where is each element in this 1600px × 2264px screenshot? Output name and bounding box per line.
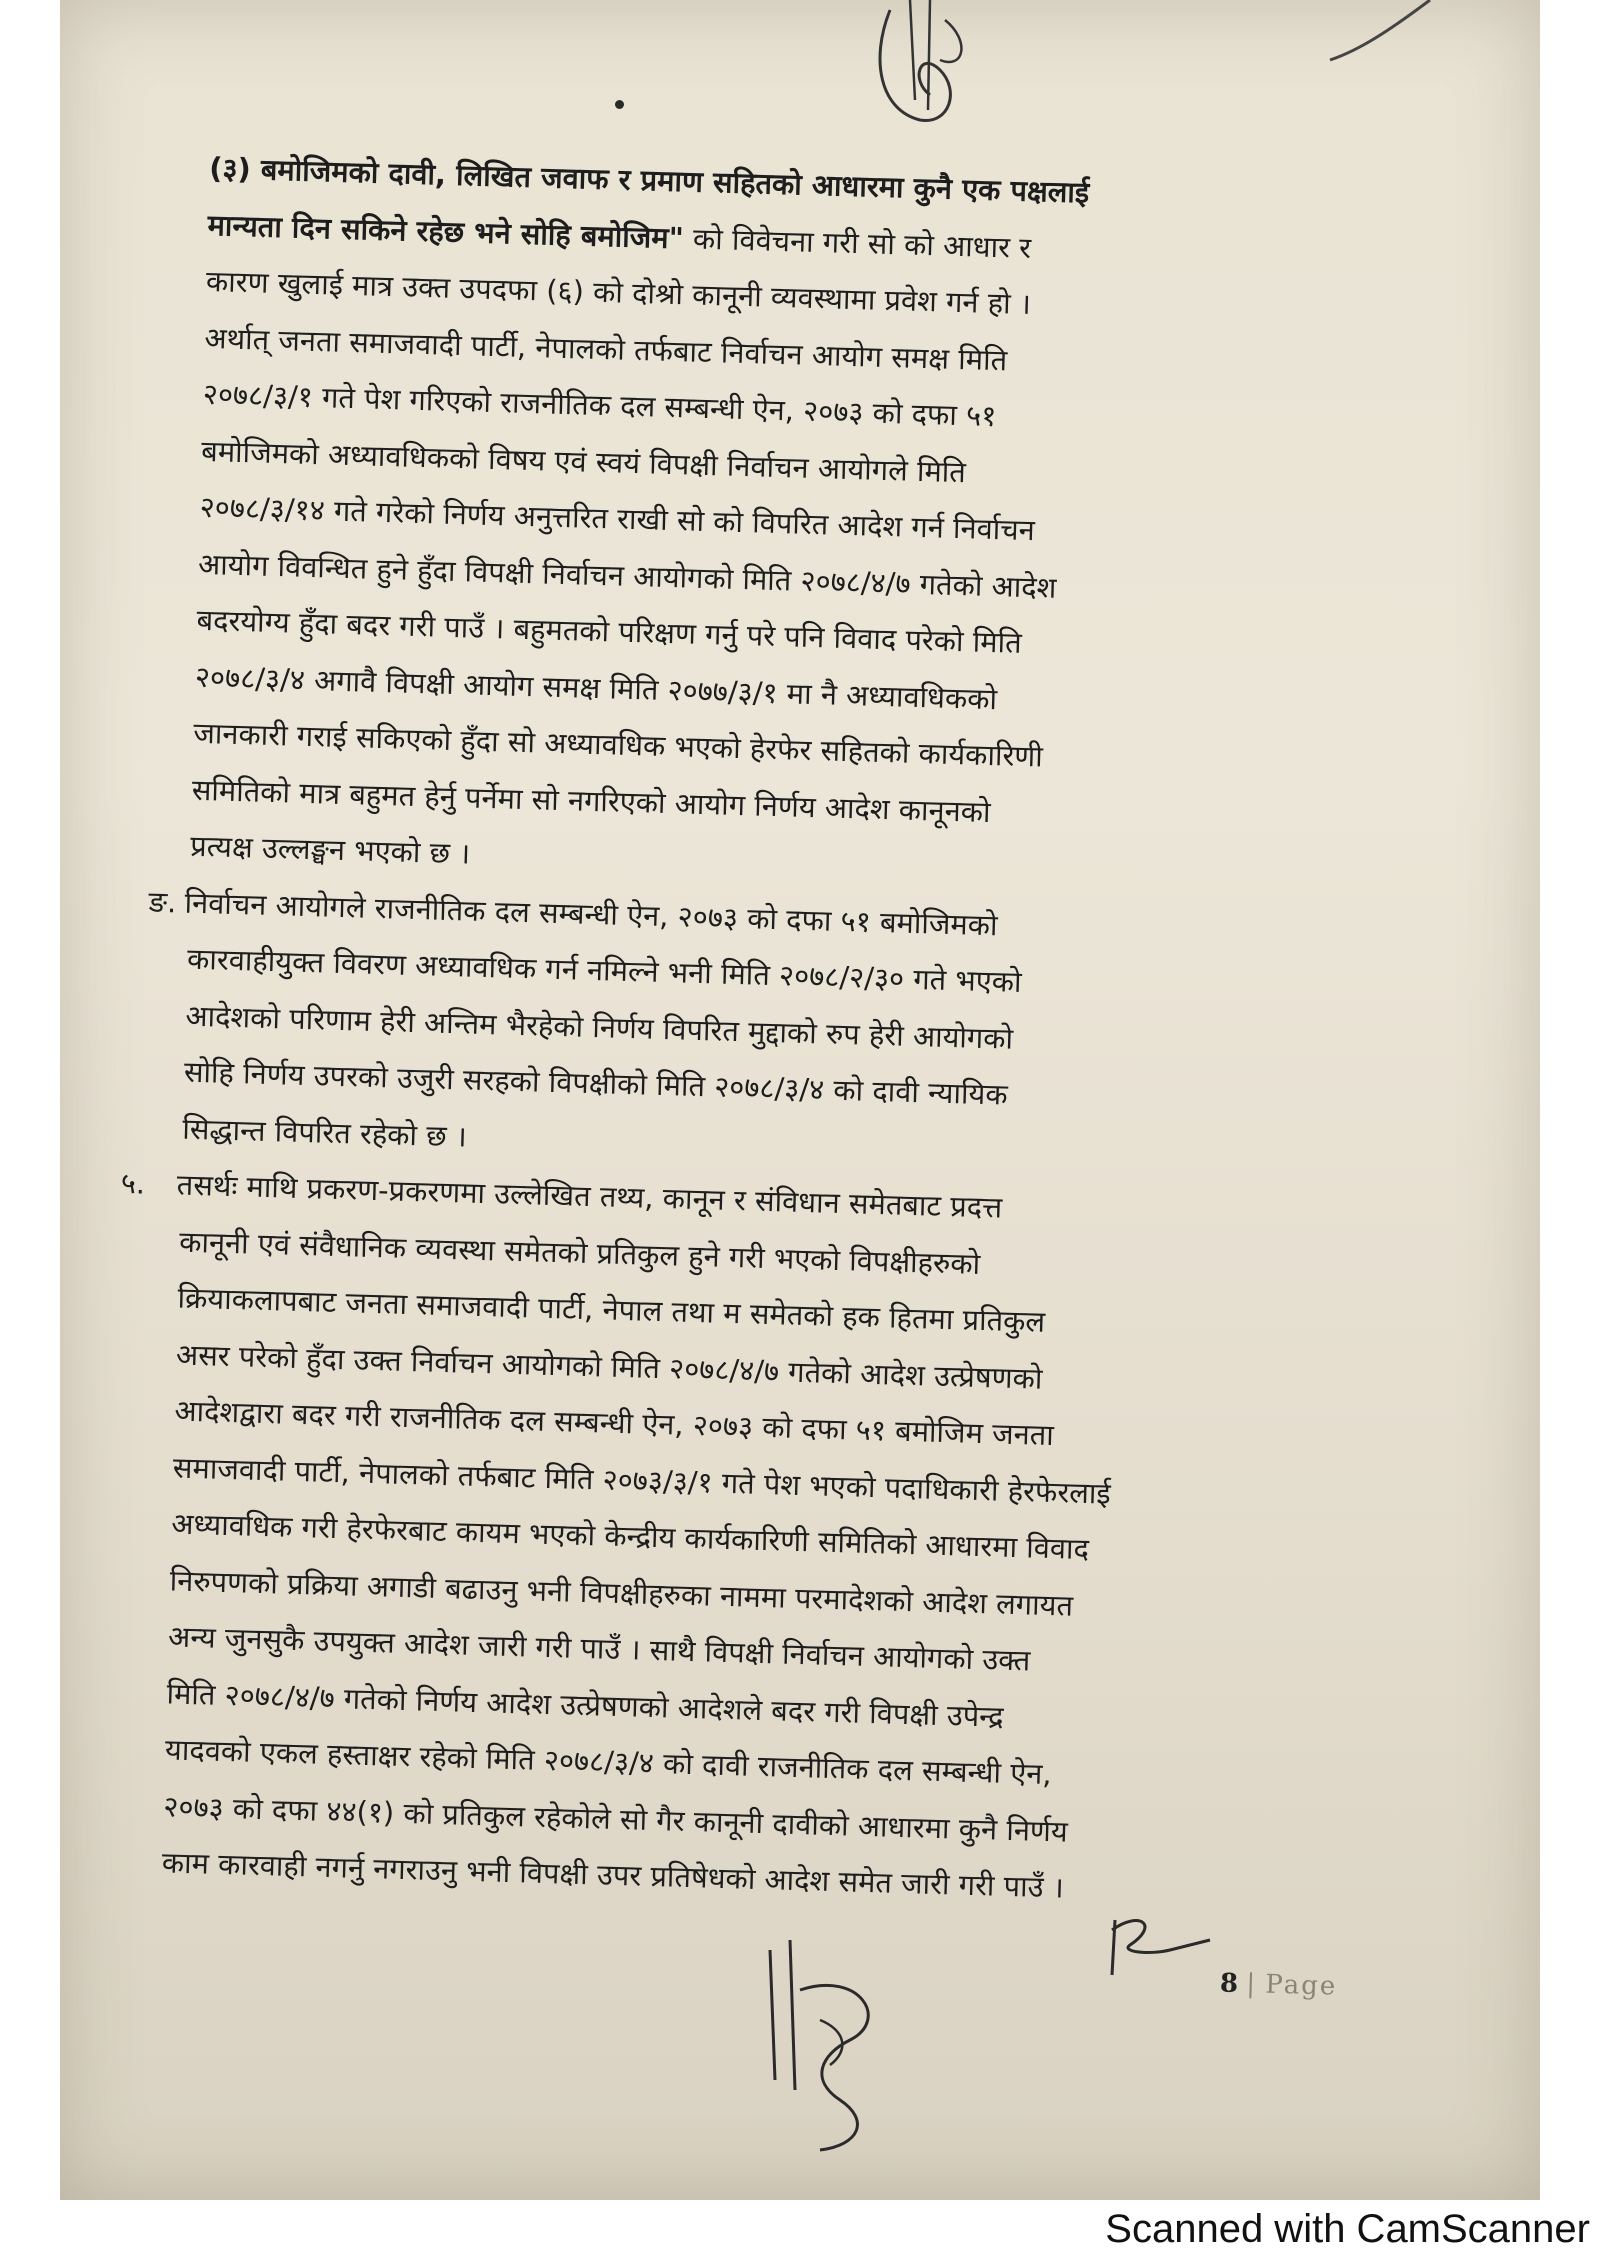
text-line: २०७३ को दफा ४४(१) को प्रतिकुल रहेकोले सो गैर कानूनी दावीको आधारमा कुनै निर्णय (162, 1788, 1069, 1849)
text-line: निरुपणको प्रक्रिया अगाडी बढाउनु भनी विपक्षीहरुका नाममा परमादेशको आदेश लगायत (169, 1562, 1074, 1623)
signature-bottom-left (750, 1930, 900, 2160)
text-line: कानूनी एवं संवैधानिक व्यवस्था समेतको प्रतिकुल हुने गरी भएको विपक्षीहरुको (178, 1224, 981, 1281)
text-line-bold-part: मान्यता दिन सकिने रहेछ भने सोहि बमोजिम" (207, 207, 685, 255)
list-marker: ५. (120, 1165, 146, 1201)
ink-dot (615, 100, 624, 109)
text-line: अन्य जुनसुकै उपयुक्त आदेश जारी गरी पाउँ । साथै विपक्षी निर्वाचन आयोगको उक्त (167, 1619, 1031, 1678)
text-line: निर्वाचन आयोगले राजनीतिक दल सम्बन्धी ऐन, २०७३ को दफा ५१ बमोजिमको (184, 885, 999, 942)
text-line: बदरयोग्य हुँदा बदर गरी पाउँ । बहुमतको परिक्षण गर्नु परे पनि विवाद परेको मिति (196, 602, 1023, 660)
text-line: जानकारी गराई सकिएको हुँदा सो अध्यावधिक भएको हेरफेर सहितको कार्यकारिणी (192, 715, 1044, 774)
text-line: २०७८/३/४ अगावै विपक्षी आयोग समक्ष मिति २०७७/३/१ मा नै अध्यावधिकको (194, 659, 998, 716)
page-number (1220, 1968, 1338, 2001)
page-number-separator: | (1245, 1969, 1258, 2000)
text-line: असर परेको हुँदा उक्त निर्वाचन आयोगको मिति २०७८/४/७ गतेको आदेश उत्प्रेषणको (175, 1337, 1043, 1396)
text-line: २०७८/३/१४ गते गरेको निर्णय अनुत्तरित राखी सो को विपरित आदेश गर्न निर्वाचन (199, 489, 1036, 548)
text-line: आदेशद्वारा बदर गरी राजनीतिक दल सम्बन्धी ऐन, २०७३ को दफा ५१ बमोजिम जनता (174, 1393, 1055, 1453)
signature-bottom-right (1100, 1900, 1220, 1980)
text-line: क्रियाकलापबाट जनता समाजवादी पार्टी, नेपाल तथा म समेतको हक हितमा प्रतिकुल (177, 1280, 1046, 1339)
text-line: प्रत्यक्ष उल्लङ्घन भएको छ । (189, 828, 471, 871)
text-line: (३) बमोजिमको दावी, लिखित जवाफ र प्रमाण सहितको आधारमा कुनै एक पक्षलाई (208, 150, 1090, 210)
text-line: समाजवादी पार्टी, नेपालको तर्फबाट मिति २०७३/३/१ गते पेश भएको पदाधिकारी हेरफेरलाई (172, 1449, 1112, 1511)
text-line-rest: को विवेचना गरी सो को आधार र (683, 220, 1032, 265)
text-line: आयोग विवन्धित हुने हुँदा विपक्षी निर्वाचन आयोगको मिति २०७८/४/७ गतेको आदेश (197, 546, 1057, 605)
signature-top (850, 0, 990, 130)
text-line: सिद्धान्त विपरित रहेको छ । (181, 1111, 468, 1154)
list-marker: ङ. (148, 884, 177, 919)
document-body (120, 140, 1540, 1928)
text-line: मिति २०७८/४/७ गतेको निर्णय आदेश उत्प्रेषणको आदेशले बदर गरी विपक्षी उपेन्द्र (166, 1675, 1005, 1734)
text-line: २०७८/३/१ गते पेश गरिएको राजनीतिक दल सम्बन्धी ऐन, २०७३ को दफा ५१ (202, 376, 997, 434)
camscanner-watermark: Scanned with CamScanner (1105, 2207, 1590, 2251)
text-line: काम कारवाही नगर्नु नगराउनु भनी विपक्षी उपर प्रतिषेधको आदेश समेत जारी गरी पाउँ । (161, 1845, 1065, 1905)
signature-top-right (1320, 0, 1440, 70)
scanned-paper-page (60, 0, 1540, 2200)
text-line: यादवको एकल हस्ताक्षर रहेको मिति २०७८/३/४ को दावी राजनीतिक दल सम्बन्धी ऐन, (164, 1732, 1053, 1792)
text-line: समितिको मात्र बहुमत हेर्नु पर्नेमा सो नगरिएको आयोग निर्णय आदेश कानूनको (191, 772, 992, 829)
text-line: बमोजिमको अध्यावधिकको विषय एवं स्वयं विपक्षी निर्वाचन आयोगले मिति (200, 433, 967, 489)
text-line: अध्यावधिक गरी हेरफेरबाट कायम भएको केन्द्रीय कार्यकारिणी समितिको आधारमा विवाद (170, 1506, 1090, 1567)
page-number-value: 8 (1219, 1968, 1239, 1999)
text-line: कारवाहीयुक्त विवरण अध्यावधिक गर्न नमिल्ने भनी मिति २०७८/२/३० गते भएको (186, 941, 1023, 999)
text-line: तसर्थः माथि प्रकरण-प्रकरणमा उल्लेखित तथ्य, कानून र संविधान समेतबाट प्रदत्त (176, 1167, 1003, 1225)
text-line: अर्थात् जनता समाजवादी पार्टी, नेपालको तर्फबाट निर्वाचन आयोग समक्ष मिति (204, 320, 1008, 377)
page-word: Page (1265, 1969, 1338, 2002)
text-line: कारण खुलाई मात्र उक्त उपदफा (६) को दोश्रो कानूनी व्यवस्थामा प्रवेश गर्न हो । (205, 263, 1032, 321)
text-line: आदेशको परिणाम हेरी अन्तिम भैरहेको निर्णय विपरित मुद्दाको रुप हेरी आयोगको (185, 998, 1014, 1056)
text-line: सोहि निर्णय उपरको उजुरी सरहको विपक्षीको मिति २०७८/३/४ को दावी न्यायिक (183, 1054, 1009, 1112)
